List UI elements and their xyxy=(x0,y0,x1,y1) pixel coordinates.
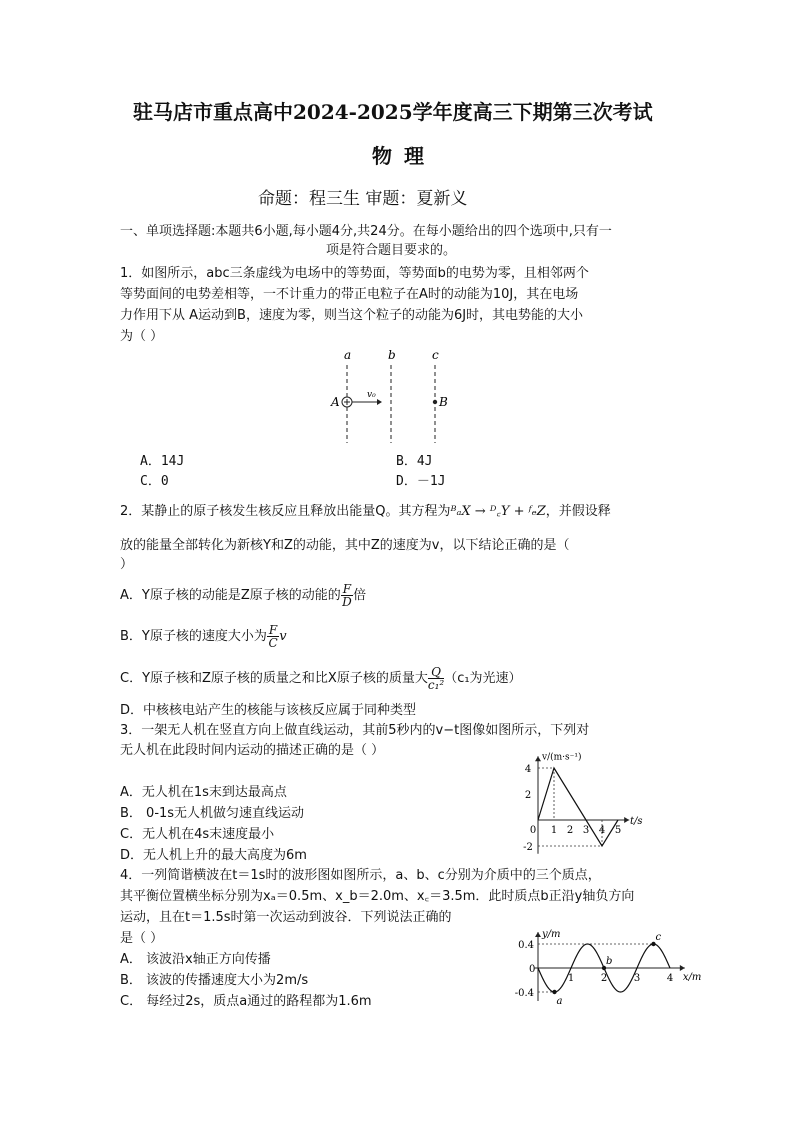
y-tick-label: -2 xyxy=(523,842,533,853)
section-heading: 一、单项选择题:本题共6小题,每小题4分,共24分。在每小题给出的四个选项中,只有一 xyxy=(120,224,612,239)
q4-line: 其平衡位置横坐标分别为xₐ＝0.5m、x_b＝2.0m、x꜀＝3.5m．此时质点b正沿y轴负方向 xyxy=(120,889,635,904)
q1-option-d: D．－1J xyxy=(396,474,446,489)
point-label-c: c xyxy=(655,932,662,943)
y-tick-label: 0.4 xyxy=(518,940,534,951)
point-label-b: b xyxy=(606,956,613,967)
q1-option-c: C．0 xyxy=(140,474,169,489)
x-tick-label: 0 xyxy=(529,825,537,836)
q2-stem-suffix: ，并假设释 xyxy=(545,504,611,519)
x-tick-label: 2 xyxy=(566,825,574,836)
q1-line: 力作用下从 A运动到B，速度为零，则当这个粒子的动能为6J时，其电势能的大小 xyxy=(120,308,584,323)
q2-option-d: D．中核核电站产生的核能与该核反应属于同种类型 xyxy=(120,703,417,718)
label-a: a xyxy=(344,348,352,362)
y-axis-label: v/(m·s⁻¹) xyxy=(542,752,582,763)
y-axis-label: y/m xyxy=(542,929,561,941)
q2-line: ） xyxy=(120,557,134,572)
point-label-a: a xyxy=(556,996,563,1007)
x-tick-label: 3 xyxy=(582,825,590,836)
q2-line: 放的能量全部转化为新核Y和Z的动能，其中Z的速度为v，以下结论正确的是（ xyxy=(120,538,570,553)
q4-option-a: A． 该波沿x轴正方向传播 xyxy=(120,952,271,967)
label-b: b xyxy=(388,348,396,362)
label-B: B xyxy=(439,395,448,409)
q1-figure xyxy=(325,345,455,445)
point-a xyxy=(552,990,556,994)
q3-line: 无人机在此段时间内运动的描述正确的是（ ） xyxy=(120,743,385,758)
label-v0: v₀ xyxy=(367,390,376,400)
q4-wave-chart xyxy=(505,922,702,1012)
y-tick-label: -0.4 xyxy=(514,988,534,999)
q2-equation: ᴮₐX → ᴰ꜀Y + ᶠₑZ xyxy=(450,504,546,519)
x-tick-label: 2 xyxy=(600,973,608,984)
label-A: A xyxy=(331,395,340,409)
exam-title: 驻马店市重点高中2024-2025学年度高三下期第三次考试 xyxy=(133,100,653,124)
q1-option-a: A．14J xyxy=(140,454,185,469)
x-tick-label: 1 xyxy=(567,973,575,984)
x-tick-label: 3 xyxy=(633,973,641,984)
q1-line: 等势面间的电势差相等，一不计重力的带正电粒子在A时的动能为10J，其在电场 xyxy=(120,287,579,302)
q4-line: 是（ ） xyxy=(120,931,164,946)
x-axis-arrow xyxy=(680,965,685,971)
q4-option-b: B． 该波的传播速度大小为2m/s xyxy=(120,973,309,988)
y-axis-arrow xyxy=(535,756,541,761)
q2-line xyxy=(120,503,611,521)
x-axis-label: t/s xyxy=(630,816,643,827)
q1-option-b: B．4J xyxy=(396,454,433,469)
y-axis-arrow xyxy=(535,932,541,937)
q2-option-c: C．Y原子核和Z原子核的质量之和比X原子核的质量大 $\frac{Q}{\text{c₁²}}$ （c₁为光速） xyxy=(120,665,522,692)
q1-line: 为（ ） xyxy=(120,329,164,344)
y-tick-label: 4 xyxy=(524,764,532,775)
q3-option-c: C．无人机在4s末速度最小 xyxy=(120,827,275,842)
y-tick-label: 2 xyxy=(524,790,532,801)
q4-line: 运动，且在t＝1.5s时第一次运动到波谷．下列说法正确的 xyxy=(120,910,452,925)
x-axis-label: x/m xyxy=(682,972,702,983)
q3-vt-chart xyxy=(510,745,680,855)
x-tick-label: 4 xyxy=(598,825,606,836)
section-heading-cont: 项是符合题目要求的。 xyxy=(326,243,457,258)
x-tick-label: 5 xyxy=(614,825,622,836)
x-tick-label: 1 xyxy=(550,825,558,836)
point-B xyxy=(433,400,437,404)
author-line: 命题：程三生 审题：夏新义 xyxy=(258,189,468,209)
origin-label: 0 xyxy=(529,964,536,975)
q3-option-b: B． 0-1s无人机做匀速直线运动 xyxy=(120,806,305,821)
q3-line: 3．一架无人机在竖直方向上做直线运动，其前5秒内的v−t图像如图所示，下列对 xyxy=(120,723,590,738)
label-c: c xyxy=(432,348,439,362)
x-tick-label: 4 xyxy=(666,973,674,984)
q2-option-a: A．Y原子核的动能是Z原子核的动能的 $\frac{F}{D}$ 倍 xyxy=(120,582,367,609)
subject-title: 物理 xyxy=(372,144,436,168)
q2-option-b: B．Y原子核的速度大小为 $\frac{F}{C}$ v xyxy=(120,623,287,650)
q3-option-d: D．无人机上升的最大高度为6m xyxy=(120,848,307,863)
q4-option-c: C． 每经过2s，质点a通过的路程都为1.6m xyxy=(120,994,372,1009)
q3-option-a: A．无人机在1s末到达最高点 xyxy=(120,785,287,800)
q2-stem-prefix: 2．某静止的原子核发生核反应且释放出能量Q。其方程为 xyxy=(120,504,451,519)
x-axis-arrow xyxy=(624,817,629,823)
q1-line: 1．如图所示，abc三条虚线为电场中的等势面，等势面b的电势为零，且相邻两个 xyxy=(120,266,589,281)
q4-line: 4．一列简谐横波在t＝1s时的波形图如图所示，a、b、c分别为介质中的三个质点， xyxy=(120,868,601,883)
